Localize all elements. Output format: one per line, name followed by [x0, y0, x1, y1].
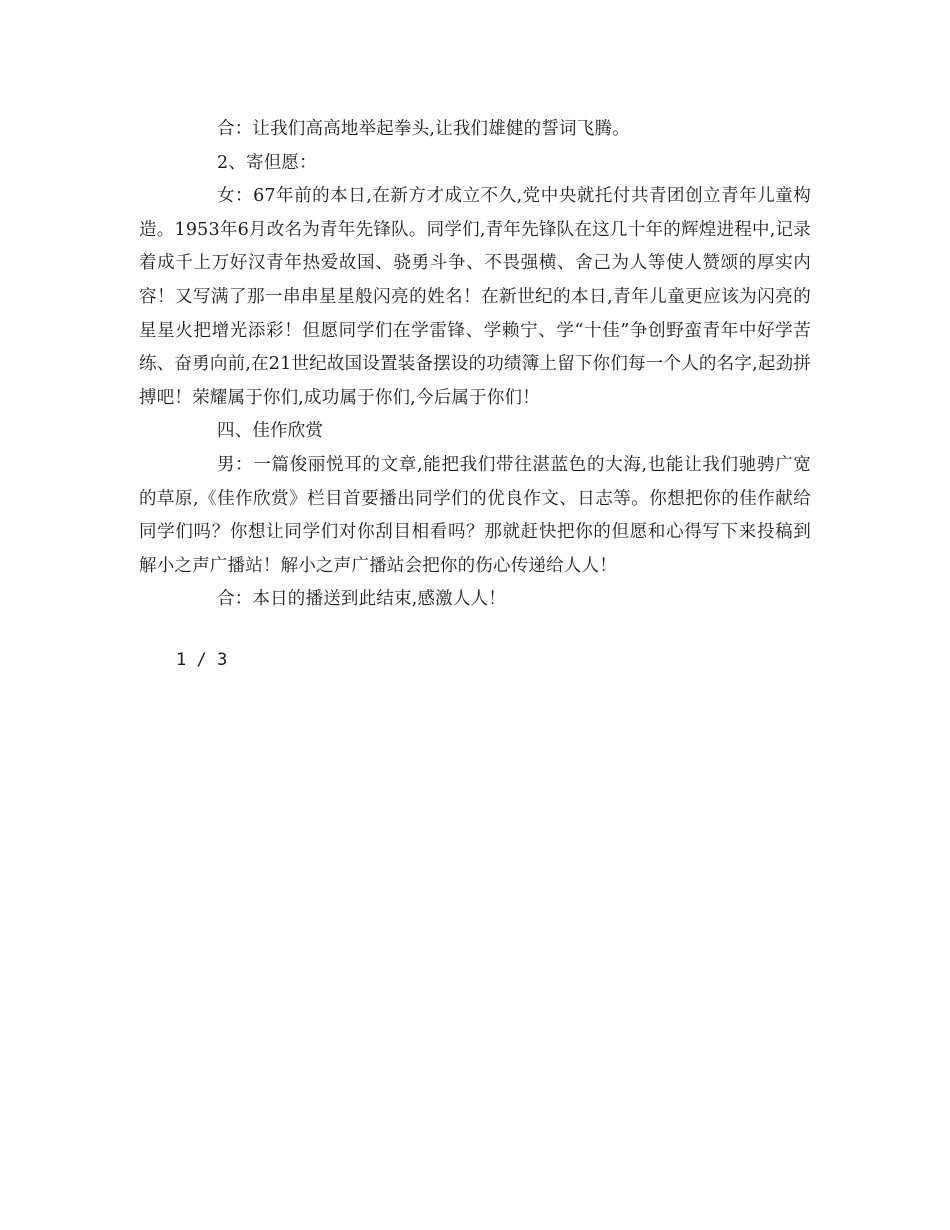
page-number: 1 / 3	[176, 650, 228, 670]
section-heading-appreciation: 四、佳作欣赏	[217, 421, 324, 442]
document-body	[139, 113, 811, 617]
section-heading-wishes: 2、寄但愿：	[217, 152, 317, 173]
paragraph-chorus-closing: 合：本日的播送到此结束,感激人人！	[217, 589, 506, 610]
paragraph-chorus-oath: 合：让我们高高地举起拳头,让我们雄健的誓词飞腾。	[217, 119, 630, 139]
paragraph-female-speech: 女：67年前的本日,在新方才成立不久,党中央就托付共青团创立青年儿童构造。1953年6月改名为青年先锋队。同学们,青年先锋队在这几十年的辉煌进程中,记录着成千上万好汉青年热爱故国、骁勇斗争、不畏强横、舍己为人等使人赞颂的厚实内容！又写满了那一串串星星般闪亮的姓名！在新世纪的本日,青年儿童更应该为闪亮的星星火把增光添彩！但愿同学们在学雷锋、学赖宁、学“十佳”争创野蛮青年中好学苦练、奋勇向前,在21世纪故国设置装备摆设的功绩簿上留下你们每一个人的名字,起劲拼搏吧！荣耀属于你们,成功属于你们,今后属于你们！	[139, 186, 811, 408]
paragraph-male-speech: 男：一篇俊丽悦耳的文章,能把我们带往湛蓝色的大海,也能让我们驰骋广宽的草原,《佳作欣赏》栏目首要播出同学们的优良作文、日志等。你想把你的佳作献给同学们吗？你想让同学们对你刮目相看吗？那就赶快把你的但愿和心得写下来投稿到解小之声广播站！解小之声广播站会把你的伤心传递给人人！	[139, 454, 811, 576]
